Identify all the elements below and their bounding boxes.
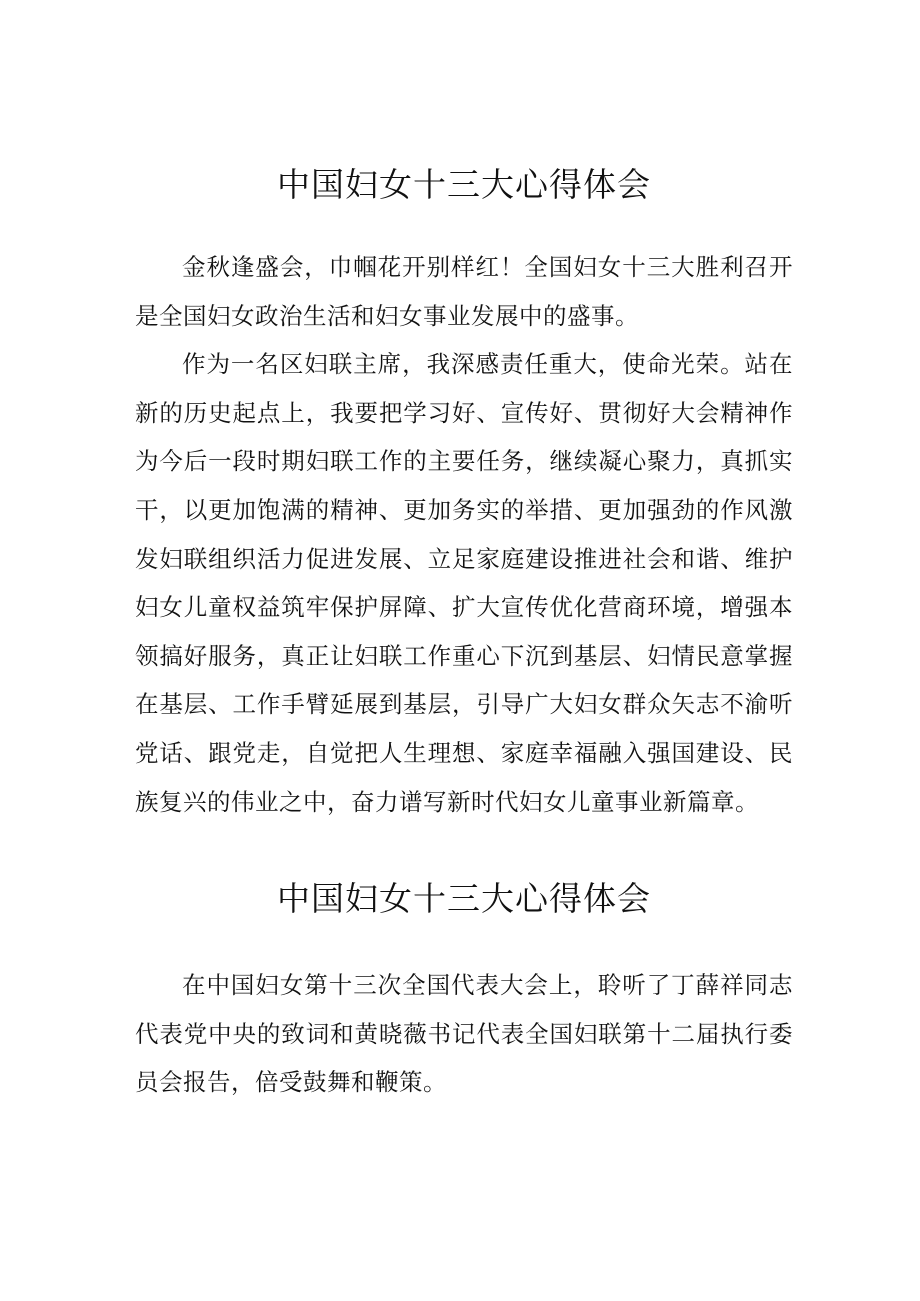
section-2-paragraph-1: 在中国妇女第十三次全国代表大会上，聆听了丁薛祥同志代表党中央的致词和黄晓薇书记代表全国妇联第十二届执行委员会报告，倍受鼓舞和鞭策。	[135, 971, 793, 1097]
section-1-paragraph-1: 金秋逢盛会，巾帼花开别样红！全国妇女十三大胜利召开是全国妇女政治生活和妇女事业发展中的盛事。	[135, 253, 793, 330]
essay-section-1	[135, 165, 793, 826]
section-1-paragraph-2: 作为一名区妇联主席，我深感责任重大，使命光荣。站在新的历史起点上，我要把学习好、宣传好、贯彻好大会精神作为今后一段时期妇联工作的主要任务，继续凝心聚力，真抓实干，以更加饱满的精神、更加务实的举措、更加强劲的作风激发妇联组织活力促进发展、立足家庭建设推进社会和谐、维护妇女儿童权益筑牢保护屏障、扩大宣传优化营商环境，增强本领搞好服务，真正让妇联工作重心下沉到基层、妇情民意掌握在基层、工作手臂延展到基层，引导广大妇女群众矢志不渝听党话、跟党走，自觉把人生理想、家庭幸福融入强国建设、民族复兴的伟业之中，奋力谱写新时代妇女儿童事业新篇章。	[135, 350, 793, 816]
essay-section-2	[135, 879, 793, 1107]
section-2-title: 中国妇女十三大心得体会	[277, 879, 651, 919]
section-1-title: 中国妇女十三大心得体会	[277, 165, 651, 204]
section-1-body	[135, 243, 793, 826]
section-2-body	[135, 961, 793, 1107]
